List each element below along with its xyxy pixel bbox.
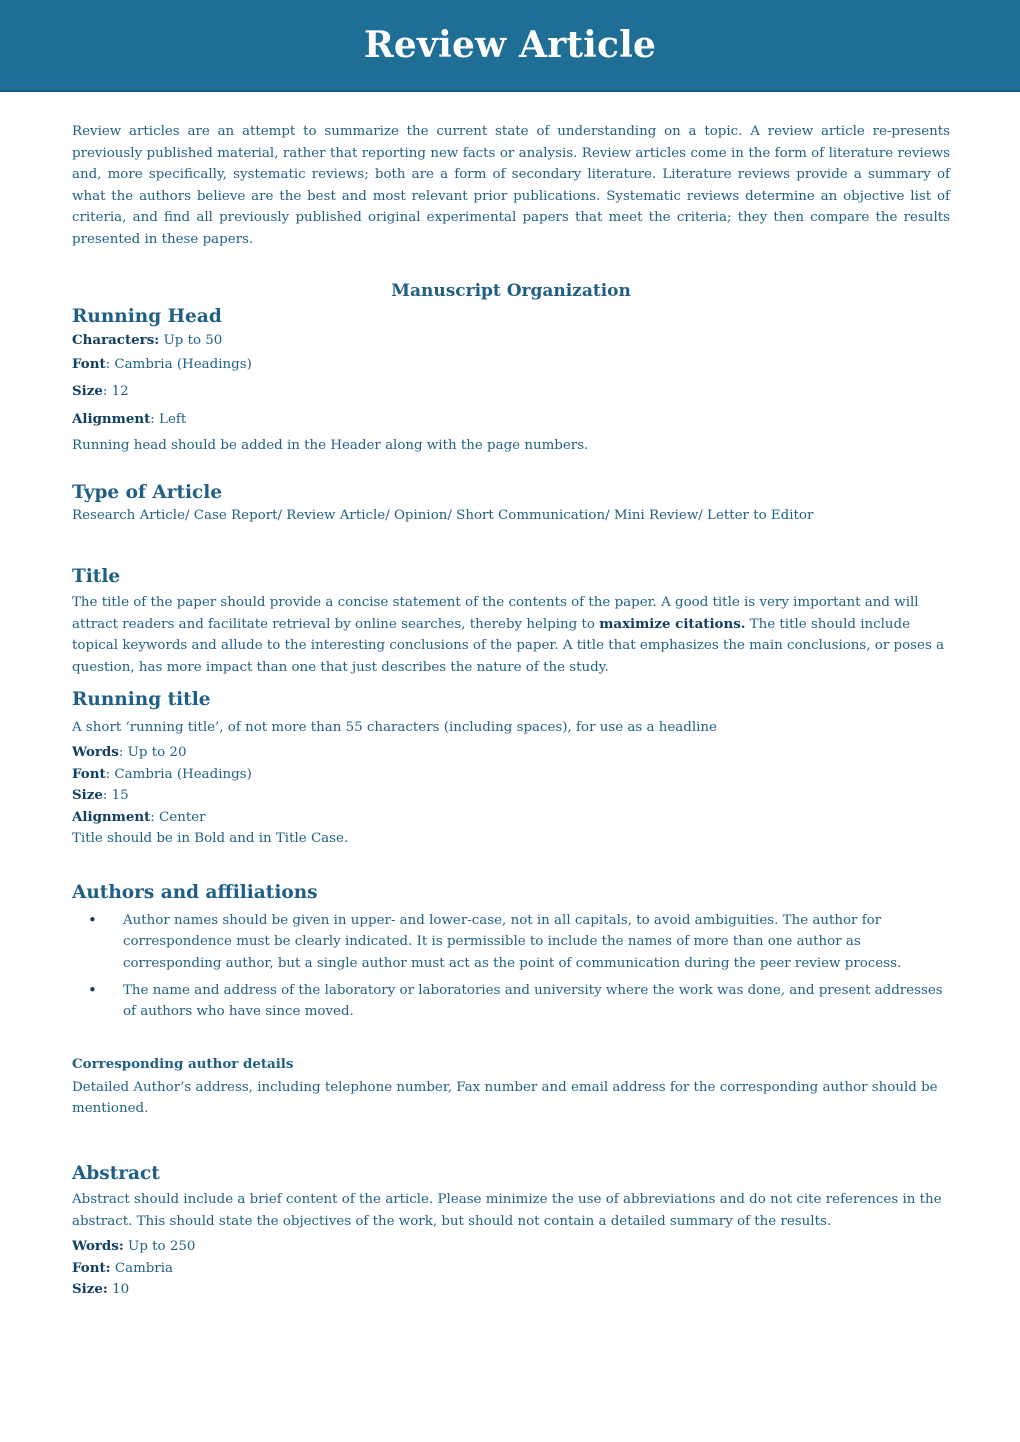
running-head-section [72,304,950,460]
words-value: : Up to 20 [118,744,187,760]
type-of-article-list: Research Article/ Case Report/ Review Article/ Opinion/ Short Communication/ Mini Review/ Letter to Editor [72,507,814,523]
rt-size-line [72,785,950,807]
rt-alignment-value: : Center [150,809,206,825]
characters-value: Up to 50 [159,332,223,348]
authors-heading: Authors and affiliations [72,881,318,903]
abstract-size-value: 10 [107,1282,130,1298]
type-of-article-section [72,480,950,526]
abstract-words-value: Up to 250 [123,1239,196,1255]
size-label: Size [72,383,103,400]
rt-size-value: : 15 [102,788,129,804]
running-title-section [72,687,950,850]
abstract-words-label: Words: [72,1238,124,1255]
abstract-font-line [72,1258,950,1280]
title-banner [0,0,1020,92]
abstract-heading: Abstract [72,1163,160,1185]
abstract-paragraph: Abstract should include a brief content of the article. Please minimize the use of abbreviations and do not cite references in the abstract. This should state the objectives of the work, but should not contain a detailed summary of the results. [72,1192,942,1229]
font-label: Font [72,355,106,372]
list-item: • Author names should be given in upper- and lower-case, not in all capitals, to avoid ambiguities. The author for correspondence must be clearly indicated. It is permissible to include the names of more than one author as corresponding author, but a single author must act as the point of communication during the peer review process. [88,910,950,975]
type-of-article-heading: Type of Article [72,481,223,503]
rt-alignment-label: Alignment [72,808,151,825]
page-title: Review Article [363,24,657,66]
running-head-note: Running head should be added in the Header along with the page numbers. [72,438,589,454]
abstract-size-line [72,1279,950,1301]
characters-label: Characters: [72,331,160,348]
list-item: • The name and address of the laboratory or laboratories and university where the work was done, and present addresses of authors who have since moved. [88,980,950,1023]
rt-font-value: : Cambria (Headings) [105,766,252,782]
corresponding-paragraph: Detailed Author’s address, including telephone number, Fax number and email address for the corresponding author should be mentioned. [72,1079,938,1117]
size-value: : 12 [102,384,129,400]
rt-font-label: Font [72,765,106,782]
title-paragraph [72,592,950,678]
alignment-label: Alignment [72,410,151,427]
authors-section [72,880,950,1023]
document-body [72,121,950,1301]
font-line [72,351,950,379]
font-value: : Cambria (Headings) [105,356,252,372]
abstract-size-label: Size: [72,1281,108,1298]
characters-line [72,330,950,351]
running-head-heading: Running Head [72,305,222,327]
manuscript-organization-heading: Manuscript Organization [391,280,631,301]
words-line [72,742,950,764]
title-text-bold: maximize citations. [599,615,746,632]
title-section [72,564,950,678]
abstract-words-line [72,1236,950,1258]
alignment-line [72,406,950,434]
size-line [72,378,950,406]
corresponding-heading: Corresponding author details [72,1055,294,1072]
corresponding-section [72,1056,950,1120]
intro-paragraph: Review articles are an attempt to summarize the current state of understanding on a topic. A review article re-presents previously published material, rather that reporting new facts or analysis. Review articles come in the form of literature reviews and, more specifically, systematic reviews; both are a form of secondary literature. Literature reviews provide a summary of what the authors believe are the best and most relevant prior publications. Systematic reviews determine an objective list of criteria, and find all previously published original experimental papers that meet the criteria; they then compare the results presented in these papers. [72,124,950,247]
alignment-value: : Left [150,411,187,427]
abstract-section [72,1161,950,1301]
title-text-a: The title of the paper should provide a concise statement of the contents of the paper. A good title is very important and will attract readers and facilitate retrieval by online searches, thereby helping to [72,594,919,632]
rt-alignment-line [72,807,950,829]
rt-size-label: Size [72,787,103,804]
words-label: Words [72,743,119,760]
title-heading: Title [72,565,121,587]
title-text-b: The title should include topical keywords and allude to the interesting conclusions of the paper. A title that emphasizes the main conclusions, or poses a question, has more impact than one that just describes the nature of the study. [72,616,945,675]
running-title-note: Title should be in Bold and in Title Case. [72,831,349,847]
authors-bullet-list [88,910,950,1023]
rt-font-line [72,764,950,786]
running-title-heading: Running title [72,689,211,711]
abstract-font-label: Font: [72,1259,111,1276]
running-title-intro: A short ‘running title’, of not more than 55 characters (including spaces), for use as a headline [72,720,717,736]
abstract-font-value: Cambria [110,1260,174,1276]
